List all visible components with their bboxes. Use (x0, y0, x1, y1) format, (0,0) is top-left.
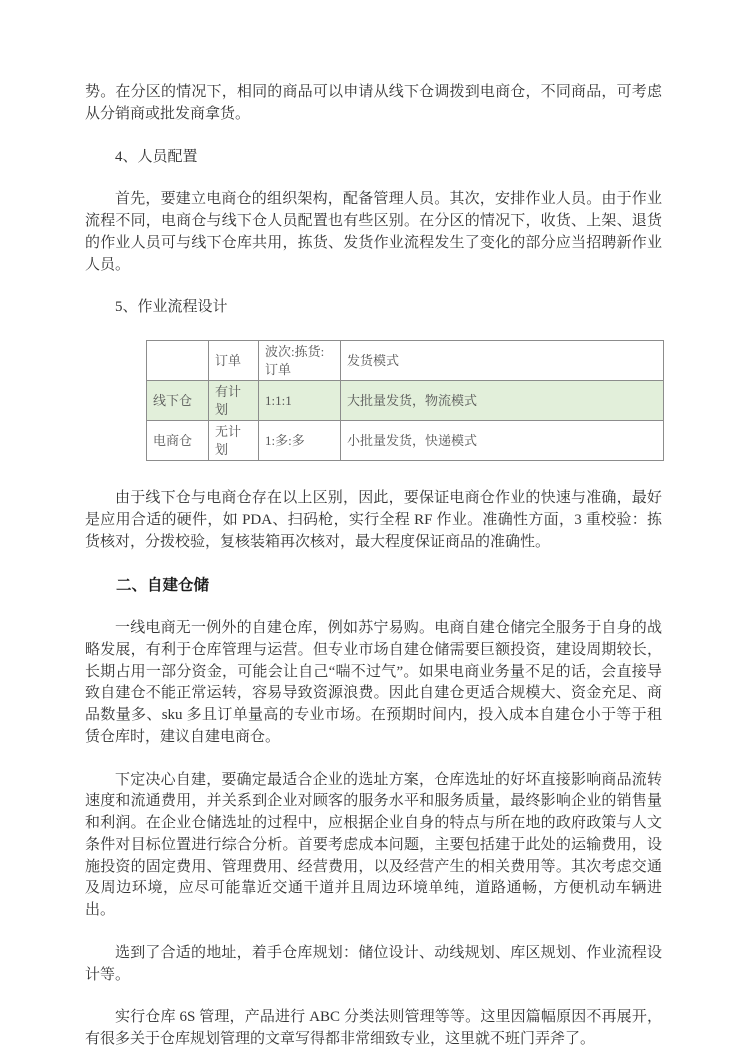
table-cell: 1:多:多 (259, 421, 341, 461)
table-header-order: 订单 (209, 341, 259, 381)
paragraph-transfer-overflow: 势。在分区的情况下，相同的商品可以申请从线下仓调拨到电商仓，不同商品，可考虑从分销商或批发商拿货。 (85, 84, 662, 122)
table-cell: 1:1:1 (259, 381, 341, 421)
table-header-row (147, 341, 664, 381)
table-cell: 小批量发货，快递模式 (341, 421, 664, 461)
table-cell: 无计划 (209, 421, 259, 461)
section-heading-self-build-warehouse: 二、自建仓储 (116, 576, 210, 594)
warehouse-comparison-table (146, 340, 664, 461)
paragraph-6s-management: 实行仓库 6S 管理，产品进行 ABC 分类法则管理等等。这里因篇幅原因不再展开，有很多关于仓库规划管理的文章写得都非常细致专业，这里就不班门弄斧了。 (85, 1009, 662, 1047)
paragraph-staffing: 首先，要建立电商仓的组织架构，配备管理人员。其次，安排作业人员。由于作业流程不同，电商仓与线下仓人员配置也有些区别。在分区的情况下，收货、上架、退货的作业人员可与线下仓库共用，拣货、发货作业流程发生了变化的部分应当招聘新作业人员。 (85, 191, 662, 273)
paragraph-self-build-intro: 一线电商无一例外的自建仓库，例如苏宁易购。电商自建仓储完全服务于自身的战略发展，有利于仓库管理与运营。但专业市场自建仓储需要巨额投资，建设周期较长，长期占用一部分资金，可能会让自己“喘不过气”。如果电商业务量不足的话，会直接导致自建仓不能正常运转，容易导致资源浪费。因此自建仓更适合规模大、资金充足、商品数量多、sku 多且订单量高的专业市场。在预期时间内，投入成本自建仓小于等于租赁仓库时，建议自建电商仓。 (85, 620, 662, 745)
table-row-ecommerce-warehouse (147, 421, 664, 461)
table-cell: 线下仓 (147, 381, 209, 421)
table-cell: 电商仓 (147, 421, 209, 461)
section-heading-4-staffing: 4、人员配置 (115, 148, 198, 165)
table-header-wave-ratio: 波次:拣货:订单 (259, 341, 341, 381)
table-cell: 有计划 (209, 381, 259, 421)
paragraph-site-selection: 下定决心自建，要确定最适合企业的选址方案，仓库选址的好坏直接影响商品流转速度和流通费用，并关系到企业对顾客的服务水平和服务质量，最终影响企业的销售量和利润。在企业仓储选址的过程中，应根据企业自身的特点与所在地的政府政策与人文条件对目标位置进行综合分析。首要考虑成本问题，主要包括建于此处的运输费用，设施投资的固定费用、管理费用、经营费用，以及经营产生的相关费用等。其次考虑交通及周边环境，应尽可能靠近交通干道并且周边环境单纯，道路通畅，方便机动车辆进出。 (85, 771, 662, 918)
table-cell: 大批量发货，物流模式 (341, 381, 664, 421)
table-row-offline-warehouse (147, 381, 664, 421)
table-corner-cell (147, 341, 209, 381)
paragraph-warehouse-planning: 选到了合适的地址，着手仓库规划：储位设计、动线规划、库区规划、作业流程设计等。 (85, 944, 662, 983)
paragraph-hardware-accuracy: 由于线下仓与电商仓存在以上区别，因此，要保证电商仓作业的快速与准确，最好是应用合适的硬件，如 PDA、扫码枪，实行全程 RF 作业。准确性方面，3 重校验：拣货核对，分拨校验，复核装箱再次核对，最大程度保证商品的准确性。 (85, 490, 662, 550)
table-header-shipping-mode: 发货模式 (341, 341, 664, 381)
section-heading-5-process-design: 5、作业流程设计 (115, 299, 228, 316)
